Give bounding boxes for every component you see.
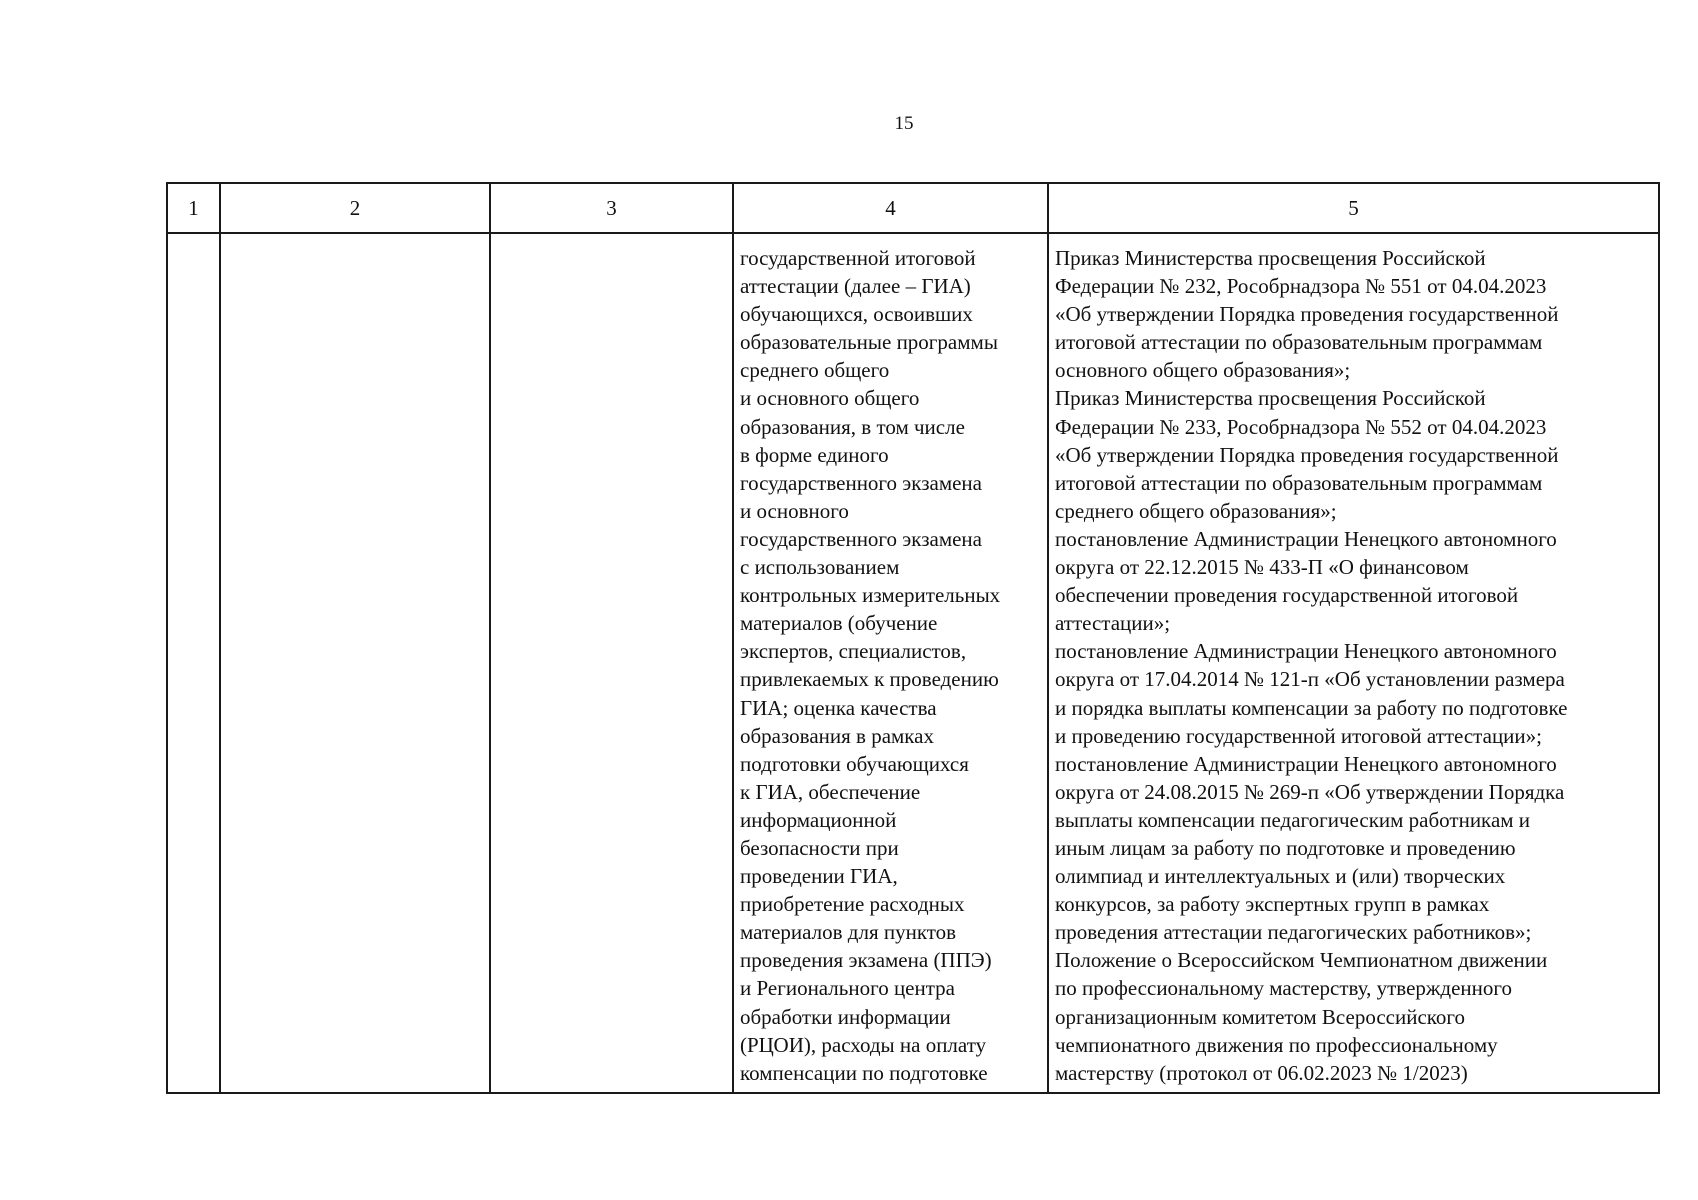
cell-col-1 <box>167 233 220 1093</box>
text-line: иным лицам за работу по подготовке и проведению <box>1055 835 1516 860</box>
col-4-text <box>734 234 1047 1087</box>
text-line: обработки информации <box>740 1004 951 1029</box>
text-line: аттестации»; <box>1055 611 1171 636</box>
cell-col-4 <box>733 233 1048 1093</box>
text-line: компенсации по подготовке <box>740 1060 988 1085</box>
text-line: материалов (обучение <box>740 611 938 636</box>
document-table <box>166 182 1660 1094</box>
text-line: «Об утверждении Порядка проведения государственной <box>1055 302 1559 327</box>
text-line: с использованием <box>740 555 900 580</box>
text-line: информационной <box>740 807 897 832</box>
text-line: округа от 24.08.2015 № 269-п «Об утверждении Порядка <box>1055 779 1565 804</box>
text-line: округа от 22.12.2015 № 433-П «О финансовом <box>1055 555 1469 580</box>
text-line: экспертов, специалистов, <box>740 639 967 664</box>
table-header-row <box>167 183 1659 233</box>
text-line: чемпионатного движения по профессиональному <box>1055 1032 1498 1057</box>
text-line: государственного экзамена <box>740 526 982 551</box>
text-line: приобретение расходных <box>740 892 965 917</box>
text-line: проведения аттестации педагогических работников»; <box>1055 920 1532 945</box>
text-line: организационным комитетом Всероссийского <box>1055 1004 1466 1029</box>
text-line: аттестации (далее – ГИА) <box>740 274 971 299</box>
text-line: выплаты компенсации педагогическим работникам и <box>1055 807 1531 832</box>
text-line: Федерации № 232, Рособрнадзора № 551 от 04.04.2023 <box>1055 274 1547 299</box>
text-line: обучающихся, освоивших <box>740 302 973 327</box>
text-line: и проведению государственной итоговой аттестации»; <box>1055 723 1542 748</box>
text-line: мастерству (протокол от 06.02.2023 № 1/2023) <box>1055 1060 1468 1085</box>
header-col-3: 3 <box>490 183 733 233</box>
text-line: Приказ Министерства просвещения Российской <box>1055 386 1486 411</box>
text-line: Федерации № 233, Рособрнадзора № 552 от 04.04.2023 <box>1055 414 1547 439</box>
cell-col-3 <box>490 233 733 1093</box>
text-line: контрольных измерительных <box>740 583 1001 608</box>
text-line: ГИА; оценка качества <box>740 695 937 720</box>
text-line: постановление Администрации Ненецкого автономного <box>1055 526 1557 551</box>
text-line: конкурсов, за работу экспертных групп в рамках <box>1055 892 1490 917</box>
text-line: «Об утверждении Порядка проведения государственной <box>1055 442 1559 467</box>
text-line: государственного экзамена <box>740 470 982 495</box>
text-line: и основного <box>740 498 849 523</box>
text-line: образования, в том числе <box>740 414 965 439</box>
text-line: итоговой аттестации по образовательным программам <box>1055 470 1543 495</box>
text-line: безопасности при <box>740 835 899 860</box>
text-line: проведении ГИА, <box>740 864 898 889</box>
text-line: образовательные программы <box>740 330 998 355</box>
text-line: постановление Администрации Ненецкого автономного <box>1055 751 1557 776</box>
cell-col-2 <box>220 233 490 1093</box>
text-line: округа от 17.04.2014 № 121-п «Об установлении размера <box>1055 667 1565 692</box>
cell-col-5 <box>1048 233 1659 1093</box>
header-col-1: 1 <box>167 183 220 233</box>
text-line: подготовки обучающихся <box>740 751 969 776</box>
header-col-2: 2 <box>220 183 490 233</box>
text-line: среднего общего <box>740 358 890 383</box>
text-line: основного общего образования»; <box>1055 358 1351 383</box>
text-line: Приказ Министерства просвещения Российской <box>1055 246 1486 270</box>
text-line: и Регионального центра <box>740 976 955 1001</box>
text-line: олимпиад и интеллектуальных и (или) творческих <box>1055 864 1506 889</box>
text-line: постановление Администрации Ненецкого автономного <box>1055 639 1557 664</box>
text-line: итоговой аттестации по образовательным программам <box>1055 330 1543 355</box>
text-line: среднего общего образования»; <box>1055 498 1337 523</box>
text-line: и основного общего <box>740 386 920 411</box>
text-line: и порядка выплаты компенсации за работу по подготовке <box>1055 695 1568 720</box>
text-line: к ГИА, обеспечение <box>740 779 921 804</box>
text-line: обеспечении проведения государственной итоговой <box>1055 583 1519 608</box>
table-row <box>167 233 1659 1093</box>
header-col-4: 4 <box>733 183 1048 233</box>
text-line: образования в рамках <box>740 723 935 748</box>
text-line: в форме единого <box>740 442 889 467</box>
header-col-5: 5 <box>1048 183 1659 233</box>
col-5-text <box>1049 234 1658 1087</box>
text-line: (РЦОИ), расходы на оплату <box>740 1032 987 1057</box>
text-line: материалов для пунктов <box>740 920 957 945</box>
text-line: Положение о Всероссийском Чемпионатном движении <box>1055 948 1548 973</box>
text-line: по профессиональному мастерству, утвержденного <box>1055 976 1512 1001</box>
page-number: 15 <box>894 113 914 134</box>
text-line: привлекаемых к проведению <box>740 667 999 692</box>
text-line: государственной итоговой <box>740 246 976 270</box>
text-line: проведения экзамена (ППЭ) <box>740 948 992 973</box>
